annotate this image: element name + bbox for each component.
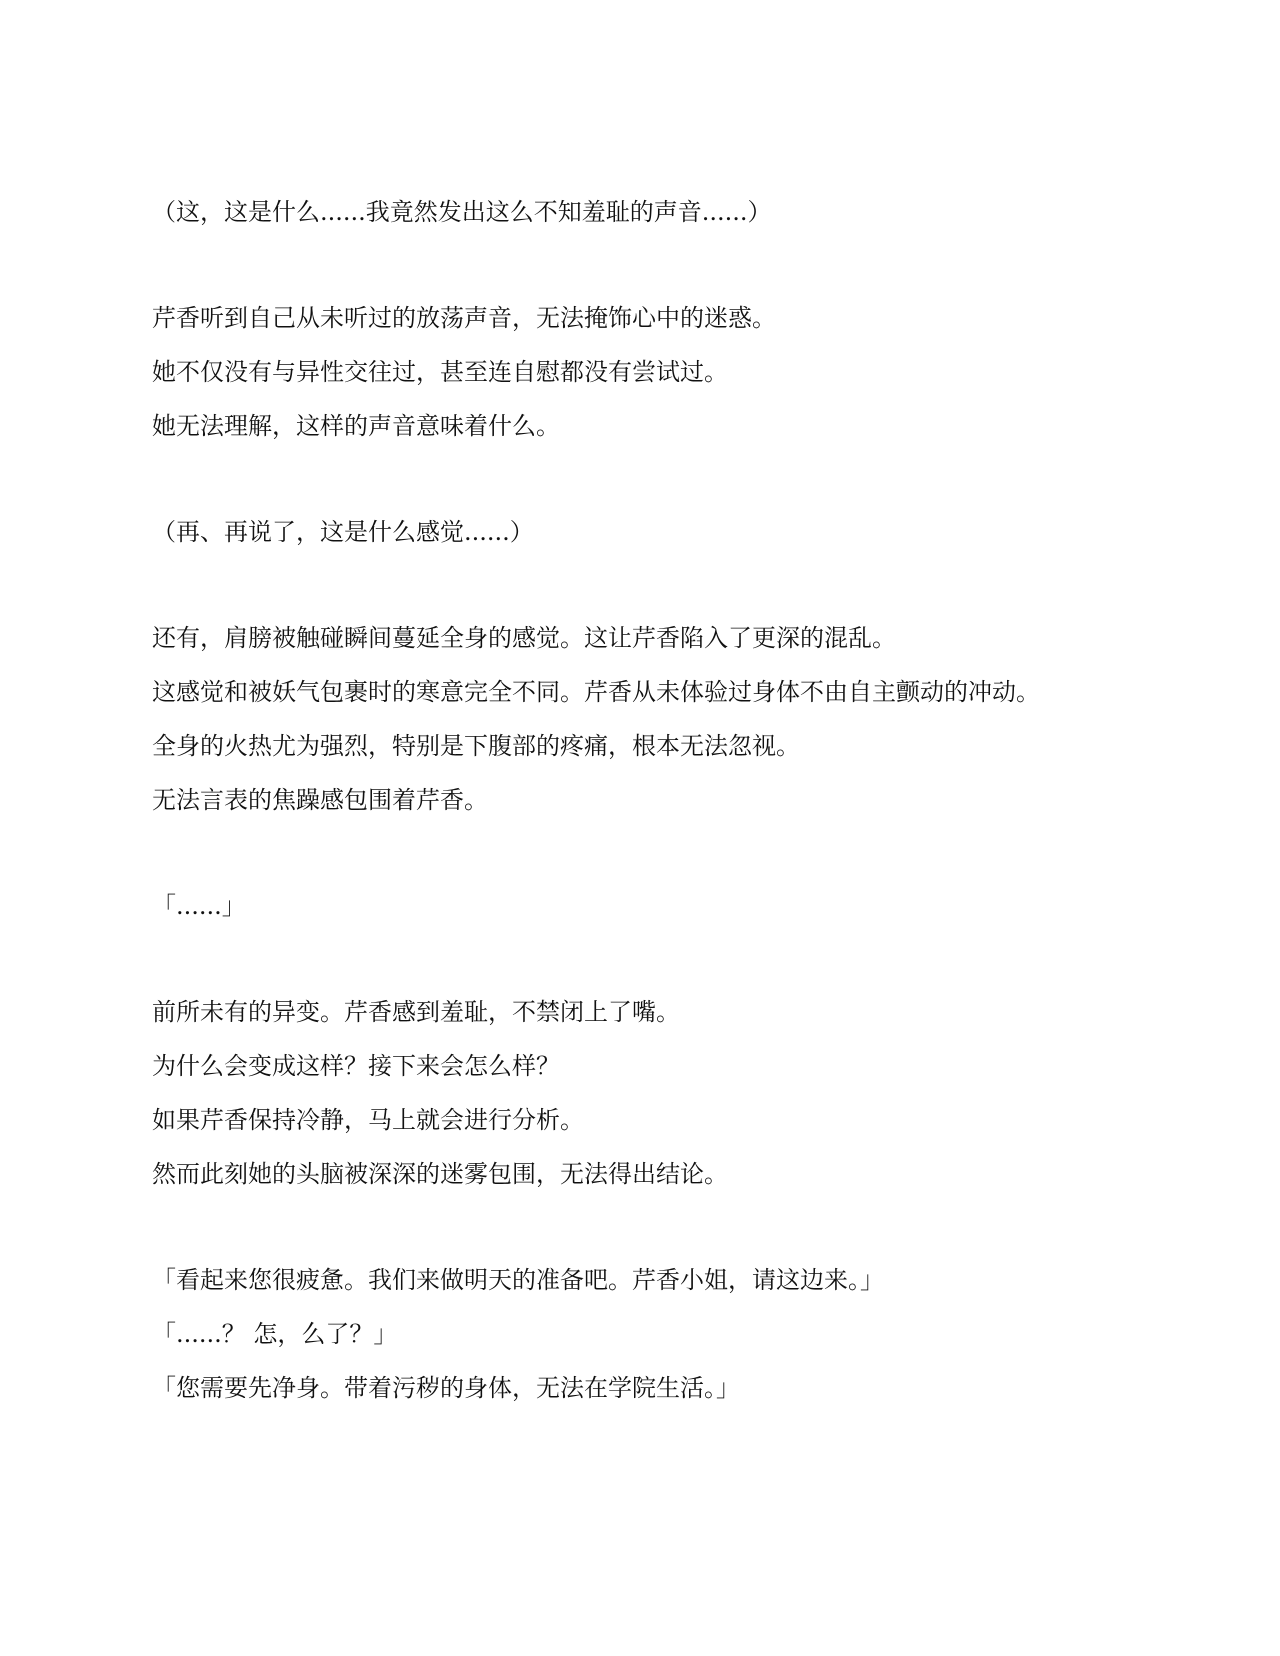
text-line: 这感觉和被妖气包裹时的寒意完全不同。芹香从未体验过身体不由自主颤动的冲动。 [152, 678, 1040, 706]
text-line: 如果芹香保持冷静，马上就会进行分析。 [152, 1106, 584, 1134]
text-line: 「......？ 怎，么了？」 [152, 1320, 398, 1348]
text-line: 芹香听到自己从未听过的放荡声音，无法掩饰心中的迷惑。 [152, 304, 776, 332]
text-line: 全身的火热尤为强烈，特别是下腹部的疼痛，根本无法忽视。 [152, 732, 800, 760]
text-line: 「看起来您很疲惫。我们来做明天的准备吧。芹香小姐，请这边来。」 [152, 1266, 884, 1294]
text-line: 她无法理解，这样的声音意味着什么。 [152, 412, 560, 440]
text-line: 无法言表的焦躁感包围着芹香。 [152, 786, 488, 814]
text-line: （这，这是什么......我竟然发出这么不知羞耻的声音......） [152, 198, 772, 226]
text-line: 还有，肩膀被触碰瞬间蔓延全身的感觉。这让芹香陷入了更深的混乱。 [152, 624, 896, 652]
text-line: 「......」 [152, 892, 246, 920]
text-line: 「您需要先净身。带着污秽的身体，无法在学院生活。」 [152, 1374, 740, 1402]
text-line: 她不仅没有与异性交往过，甚至连自慰都没有尝试过。 [152, 358, 728, 386]
text-line: 为什么会变成这样？接下来会怎么样？ [152, 1052, 560, 1080]
text-line: 前所未有的异变。芹香感到羞耻，不禁闭上了嘴。 [152, 998, 680, 1026]
text-line: 然而此刻她的头脑被深深的迷雾包围，无法得出结论。 [152, 1160, 728, 1188]
text-line: （再、再说了，这是什么感觉......） [152, 518, 534, 546]
